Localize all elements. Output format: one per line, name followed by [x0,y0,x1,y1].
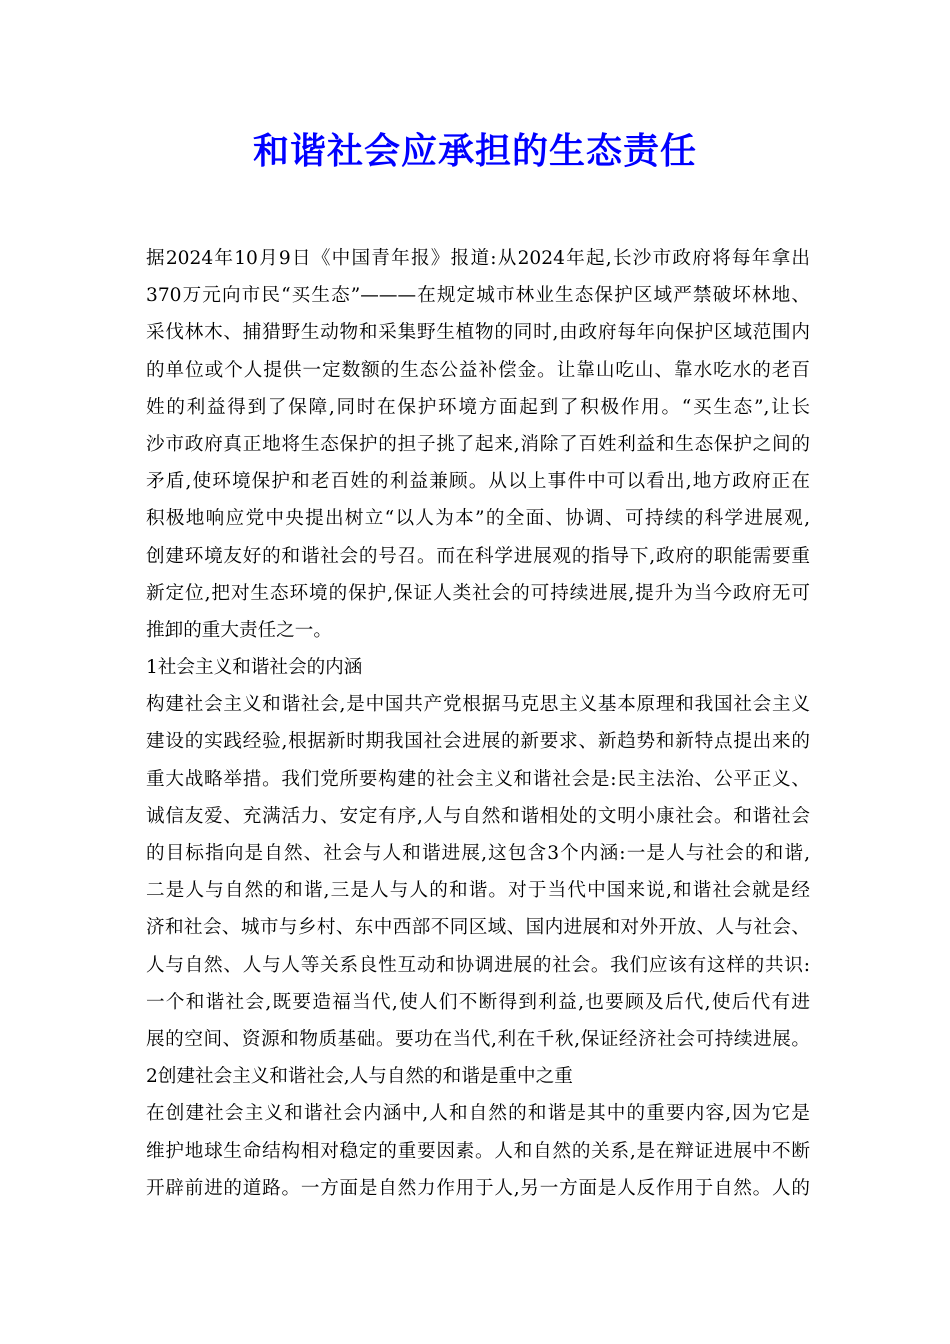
body-line: 沙市政府真正地将生态保护的担子挑了起来,消除了百姓利益和生态保护之间的 [146,433,810,455]
body-line: 创建环境友好的和谐社会的号召。而在科学进展观的指导下,政府的职能需要重 [146,545,810,567]
body-line: 二是人与自然的和谐,三是人与人的和谐。对于当代中国来说,和谐社会就是经 [146,880,810,902]
document-title: 和谐社会应承担的生态责任 [252,131,697,172]
body-line: 开辟前进的道路。一方面是自然力作用于人,另一方面是人反作用于自然。人的 [146,1177,810,1199]
body-line: 一个和谐社会,既要造福当代,使人们不断得到利益,也要顾及后代,使后代有进 [146,991,810,1013]
body-line: 构建社会主义和谐社会,是中国共产党根据马克思主义基本原理和我国社会主义 [146,694,810,716]
document-body [146,240,810,1207]
body-line: 在创建社会主义和谐社会内涵中,人和自然的和谐是其中的重要内容,因为它是 [146,1103,810,1125]
body-line: 维护地球生命结构相对稳定的重要因素。人和自然的关系,是在辩证进展中不断 [146,1140,810,1162]
body-line: 诚信友爱、充满活力、安定有序,人与自然和谐相处的文明小康社会。和谐社会 [146,805,810,827]
body-line: 370万元向市民“买生态”———在规定城市林业生态保护区域严禁破坏林地、 [146,285,810,307]
body-line: 据2024年10月9日《中国青年报》报道:从2024年起,长沙市政府将每年拿出 [146,248,810,269]
body-line: 济和社会、城市与乡村、东中西部不同区域、国内进展和对外开放、人与社会、 [146,917,810,939]
body-line: 重大战略举措。我们党所要构建的社会主义和谐社会是:民主法治、公平正义、 [146,768,810,790]
body-line: 展的空间、资源和物质基础。要功在当代,利在千秋,保证经济社会可持续进展。 [146,1028,810,1050]
body-line: 矛盾,使环境保护和老百姓的利益兼顾。从以上事件中可以看出,地方政府正在 [146,471,810,493]
body-line: 1社会主义和谐社会的内涵 [146,657,363,679]
body-line: 采伐林木、捕猎野生动物和采集野生植物的同时,由政府每年向保护区域范围内 [146,322,810,344]
body-line: 推卸的重大责任之一。 [146,619,332,641]
body-line: 姓的利益得到了保障,同时在保护环境方面起到了积极作用。“买生态”,让长 [146,396,810,418]
body-line: 人与自然、人与人等关系良性互动和协调进展的社会。我们应该有这样的共识: [146,954,810,976]
body-line: 2创建社会主义和谐社会,人与自然的和谐是重中之重 [146,1066,573,1088]
body-line: 建设的实践经验,根据新时期我国社会进展的新要求、新趋势和新特点提出来的 [146,731,810,753]
body-line: 的目标指向是自然、社会与人和谐进展,这包含3个内涵:一是人与社会的和谐, [146,843,810,864]
body-line: 积极地响应党中央提出树立“以人为本”的全面、协调、可持续的科学进展观, [146,508,810,530]
body-line: 新定位,把对生态环境的保护,保证人类社会的可持续进展,提升为当今政府无可 [146,582,810,604]
body-line: 的单位或个人提供一定数额的生态公益补偿金。让靠山吃山、靠水吃水的老百 [146,359,810,381]
